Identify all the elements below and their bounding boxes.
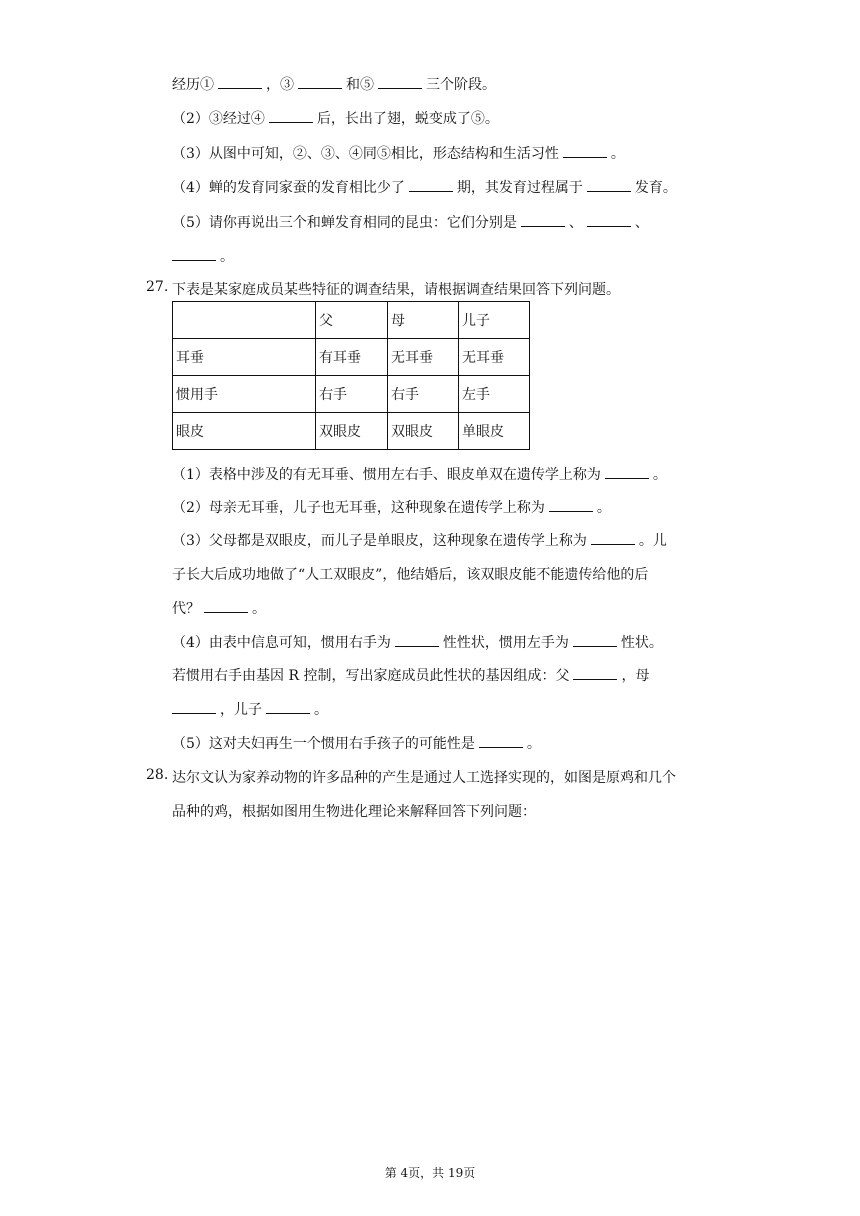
q26-line-6: 。 xyxy=(172,246,234,266)
table-cell: 眼皮 xyxy=(173,413,316,450)
table-cell: 耳垂 xyxy=(173,339,316,376)
table-header-cell: 母 xyxy=(388,302,459,339)
q27-part-3c: 代？ 。 xyxy=(172,601,266,617)
q27-part-4c: ，儿子 。 xyxy=(172,699,328,719)
table-cell: 右手 xyxy=(316,376,388,413)
question-number-27: 27. xyxy=(146,279,169,295)
q26-line-4: （4）蝉的发育同家蚕的发育相比少了 期，其发育过程属于 发育。 xyxy=(172,180,677,196)
q27-part-4a: （4）由表中信息可知，惯用右手为 性性状，惯用左手为 性状。 xyxy=(172,635,663,651)
q28-stem-line-2: 品种的鸡，根据如图用生物进化理论来解释回答下列问题： xyxy=(172,804,536,820)
q27-part-4b: 若惯用右手由基因 R 控制，写出家庭成员此性状的基因组成：父 ，母 xyxy=(172,668,650,684)
q26-line-1: 经历① ，③ 和⑤ 三个阶段。 xyxy=(172,77,496,93)
answer-blank[interactable] xyxy=(218,87,262,89)
answer-blank[interactable] xyxy=(172,259,216,261)
q27-part-3b: 子长大后成功地做了“人工双眼皮”，他结婚后，该双眼皮能不能遗传给他的后 xyxy=(172,567,649,583)
answer-blank[interactable] xyxy=(587,190,631,192)
table-header-cell xyxy=(173,302,316,339)
answer-blank[interactable] xyxy=(479,746,523,748)
answer-blank[interactable] xyxy=(549,510,593,512)
family-traits-table xyxy=(172,301,530,450)
answer-blank[interactable] xyxy=(573,645,617,647)
table-cell: 无耳垂 xyxy=(388,339,459,376)
q26-line-3: （3）从图中可知，②、③、④同⑤相比，形态结构和生活习性 。 xyxy=(172,146,625,162)
table-cell: 有耳垂 xyxy=(316,339,388,376)
answer-blank[interactable] xyxy=(172,712,216,714)
answer-blank[interactable] xyxy=(605,477,649,479)
q27-part-2: （2）母亲无耳垂，儿子也无耳垂，这种现象在遗传学上称为 。 xyxy=(172,500,611,516)
answer-blank[interactable] xyxy=(298,87,342,89)
question-number-28: 28. xyxy=(146,767,169,783)
answer-blank[interactable] xyxy=(395,645,439,647)
answer-blank[interactable] xyxy=(269,121,313,123)
q26-line-5: （5）请你再说出三个和蝉发育相同的昆虫：它们分别是 、 、 xyxy=(172,215,649,231)
table-cell: 右手 xyxy=(388,376,459,413)
answer-blank[interactable] xyxy=(378,87,422,89)
q27-stem: 下表是某家庭成员某些特征的调查结果，请根据调查结果回答下列问题。 xyxy=(172,282,620,298)
table-header-cell: 儿子 xyxy=(459,302,530,339)
answer-blank[interactable] xyxy=(573,678,617,680)
q27-part-5: （5）这对夫妇再生一个惯用右手孩子的可能性是 。 xyxy=(172,736,541,752)
answer-blank[interactable] xyxy=(204,611,248,613)
answer-blank[interactable] xyxy=(521,225,565,227)
answer-blank[interactable] xyxy=(587,225,631,227)
table-header-cell: 父 xyxy=(316,302,388,339)
table-cell: 无耳垂 xyxy=(459,339,530,376)
table-row xyxy=(173,339,530,376)
table-cell: 惯用手 xyxy=(173,376,316,413)
table-row xyxy=(173,413,530,450)
answer-blank[interactable] xyxy=(591,543,635,545)
table-cell: 单眼皮 xyxy=(459,413,530,450)
table-cell: 双眼皮 xyxy=(388,413,459,450)
page-footer: 第 4页，共 19页 xyxy=(384,1166,476,1180)
table-cell: 左手 xyxy=(459,376,530,413)
table-row xyxy=(173,376,530,413)
table-header-row xyxy=(173,302,530,339)
table-cell: 双眼皮 xyxy=(316,413,388,450)
answer-blank[interactable] xyxy=(266,712,310,714)
q28-stem-line-1: 达尔文认为家养动物的许多品种的产生是通过人工选择实现的，如图是原鸡和几个 xyxy=(172,770,676,786)
q27-part-3a: （3）父母都是双眼皮，而儿子是单眼皮，这种现象在遗传学上称为 。儿 xyxy=(172,533,667,549)
answer-blank[interactable] xyxy=(409,190,453,192)
q27-part-1: （1）表格中涉及的有无耳垂、惯用左右手、眼皮单双在遗传学上称为 。 xyxy=(172,467,667,483)
answer-blank[interactable] xyxy=(563,156,607,158)
q26-line-2: （2）③经过④ 后，长出了翅，蜕变成了⑤。 xyxy=(172,111,499,127)
